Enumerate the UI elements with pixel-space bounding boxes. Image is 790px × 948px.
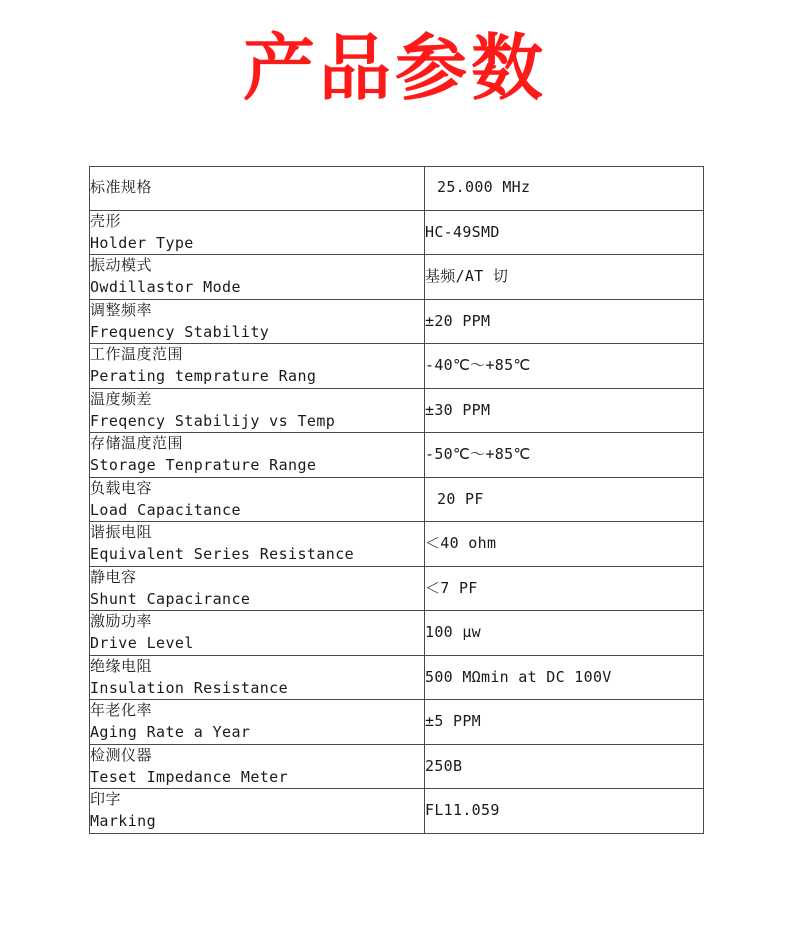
spec-value: HC-49SMD [425,222,500,241]
spec-label-cn: 工作温度范围 [90,345,184,364]
spec-table-wrapper [89,166,701,834]
spec-label-cell [90,299,425,344]
table-row [90,566,704,611]
spec-value-cell [425,522,704,567]
table-row [90,388,704,433]
spec-label-cell [90,167,425,211]
spec-label-cell [90,344,425,389]
table-row [90,299,704,344]
spec-label-cn: 调整频率 [90,300,153,319]
spec-label-en: Owdillastor Mode [90,278,241,296]
spec-value-cell [425,611,704,656]
spec-value-cell [425,255,704,300]
table-row [90,210,704,255]
spec-value: ±20 PPM [425,311,491,330]
spec-label-en: Drive Level [90,634,194,652]
spec-value-cell [425,700,704,745]
spec-label-en: Aging Rate a Year [90,723,251,741]
table-row [90,344,704,389]
spec-value-cell [425,388,704,433]
spec-value-cell [425,210,704,255]
spec-value: ±30 PPM [425,400,491,419]
table-row [90,255,704,300]
spec-value-cell [425,433,704,478]
table-row [90,655,704,700]
spec-value: 100 μw [425,623,481,642]
spec-value: ＜40 ohm [425,534,497,553]
spec-label-en: Shunt Capacirance [90,589,251,608]
table-row [90,522,704,567]
spec-value-cell [425,299,704,344]
spec-value: 基频/AT 切 [425,267,509,286]
spec-value: 500 MΩmin at DC 100V [425,667,612,686]
spec-value: 25.000 MHz [437,178,531,196]
spec-label-cell [90,388,425,433]
spec-value: ＜7 PF [425,578,478,597]
spec-value: 250B [425,756,463,775]
spec-label-cell [90,477,425,522]
spec-label-en: Teset Impedance Meter [90,767,289,786]
spec-label-cn: 振动模式 [90,256,153,275]
spec-label-en: Freqency Stabilijy vs Temp [90,411,336,430]
page-title: 产品参数 [242,26,547,110]
spec-value: -40℃～+85℃ [425,356,531,375]
spec-label-en: Load Capacitance [90,500,241,519]
spec-table-body [90,167,704,834]
spec-value-cell [425,655,704,700]
spec-value: FL11.059 [425,801,500,820]
spec-label-cn: 负载电容 [90,478,153,497]
spec-label-cell [90,744,425,789]
spec-label-cn: 静电容 [90,567,137,586]
spec-label-cn: 绝缘电阻 [90,656,153,675]
spec-label-cn: 温度频差 [90,389,153,408]
spec-label-cn: 印字 [90,790,122,809]
spec-value: ±5 PPM [425,712,481,731]
spec-value-cell [425,167,704,211]
spec-label-cell [90,566,425,611]
table-row [90,789,704,834]
table-row [90,433,704,478]
spec-value-cell [425,477,704,522]
spec-label-cell [90,655,425,700]
spec-label-cn: 检测仪器 [90,745,153,764]
spec-label-cn: 激励功率 [90,612,153,631]
spec-label-cell [90,210,425,255]
spec-value-cell [425,344,704,389]
spec-label-en: Insulation Resistance [90,678,289,697]
spec-label-cn: 年老化率 [90,701,153,720]
spec-label-cn: 存储温度范围 [90,434,184,453]
spec-table [89,166,704,834]
spec-value-cell [425,789,704,834]
spec-label-cell [90,700,425,745]
spec-label-en: Perating temprature Rang [90,367,317,385]
spec-value: 20 PF [437,489,484,508]
table-row [90,477,704,522]
spec-value-cell [425,566,704,611]
spec-label-en: Marking [90,812,157,830]
spec-label-cell [90,789,425,834]
spec-label-cell [90,433,425,478]
spec-label-cell [90,522,425,567]
spec-label-en: Storage Tenprature Range [90,456,317,474]
spec-label-cn: 谐振电阻 [90,523,153,542]
spec-label-en: Holder Type [90,233,194,252]
spec-label-en: Equivalent Series Resistance [90,545,355,563]
spec-label-cn: 壳形 [90,211,122,230]
table-row [90,744,704,789]
spec-value-cell [425,744,704,789]
spec-label-cn: 标准规格 [90,178,153,196]
table-row [90,700,704,745]
spec-label-en: Frequency Stability [90,322,270,341]
spec-label-cell [90,611,425,656]
spec-label-cell [90,255,425,300]
table-row [90,167,704,211]
spec-value: -50℃～+85℃ [425,445,531,464]
table-row [90,611,704,656]
